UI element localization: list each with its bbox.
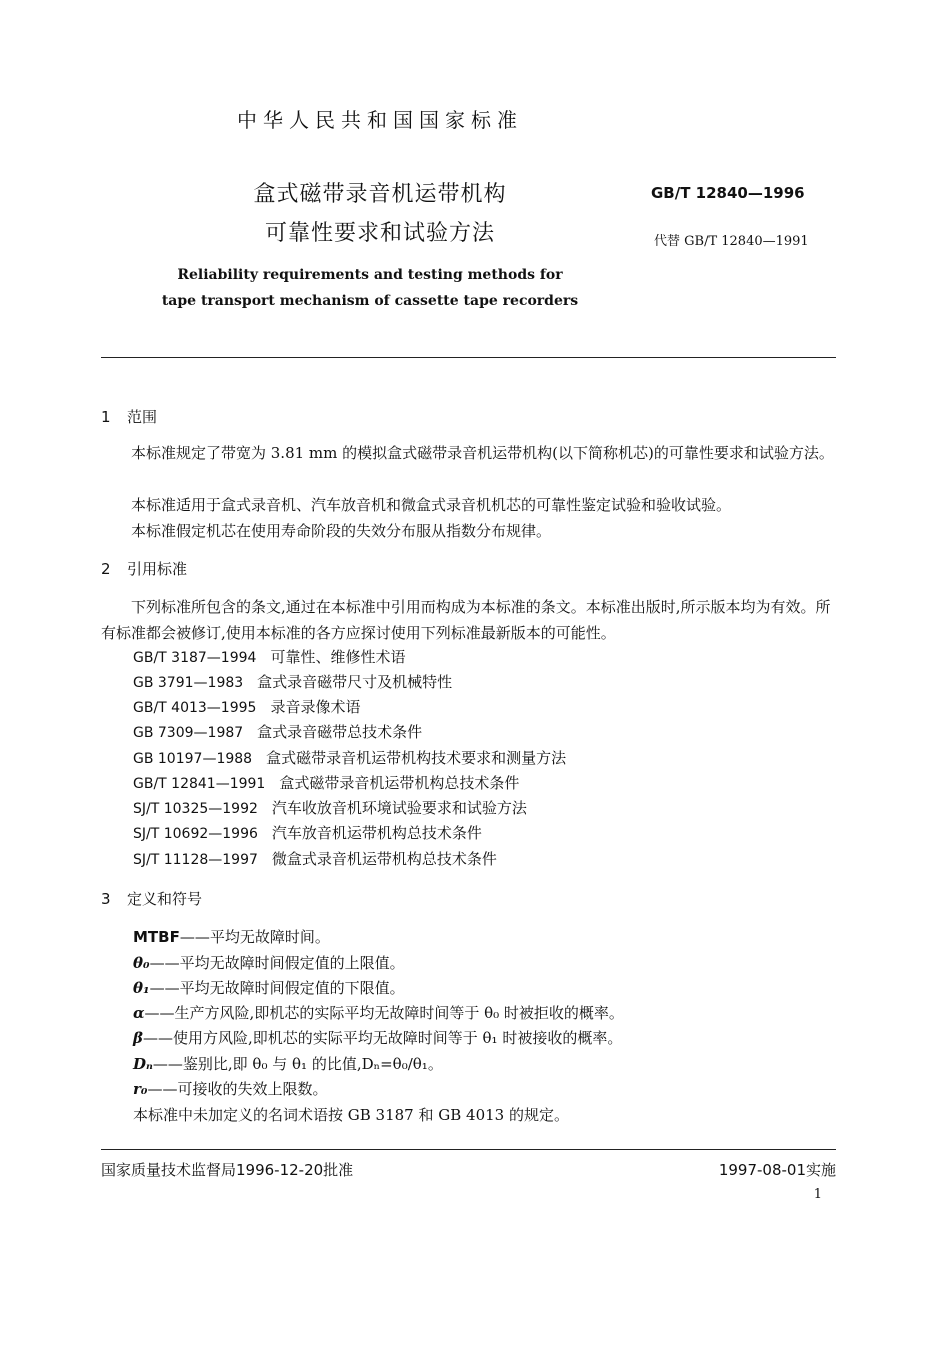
english-title-line-1: Reliability requirements and testing methods for — [177, 267, 563, 283]
document-title-line-2: 可靠性要求和试验方法 — [264, 221, 495, 246]
reference-item — [133, 671, 452, 692]
definition-item — [133, 952, 405, 973]
definition-item — [133, 977, 405, 998]
reference-item — [133, 696, 360, 717]
definition-symbol: β — [133, 1029, 143, 1047]
reference-name: 盒式磁带录音机运带机构总技术条件 — [279, 774, 520, 792]
definition-symbol: MTBF — [133, 928, 180, 946]
replaces-standard: 代替 GB/T 12840—1991 — [654, 234, 809, 249]
reference-code: SJ/T 10325—1992 — [133, 801, 258, 817]
definition-symbol: Dₙ — [133, 1055, 153, 1073]
reference-name: 盒式磁带录音机运带机构技术要求和测量方法 — [266, 749, 567, 767]
definition-symbol: α — [133, 1004, 145, 1022]
definition-text: ——平均无故障时间。 — [179, 928, 330, 946]
reference-item — [133, 747, 566, 768]
footer-divider — [101, 1149, 836, 1150]
definition-closing-note: 本标准中未加定义的名词术语按 GB 3187 和 GB 4013 的规定。 — [133, 1106, 569, 1124]
definition-item — [133, 1027, 622, 1048]
section-1-paragraph-3: 本标准假定机芯在使用寿命阶段的失效分布服从指数分布规律。 — [131, 522, 552, 540]
reference-item — [133, 772, 519, 793]
definition-symbol: r₀ — [133, 1080, 148, 1098]
reference-name: 汽车收放音机环境试验要求和试验方法 — [271, 799, 527, 817]
english-title-line-2: tape transport mechanism of cassette tape recorders — [161, 293, 579, 309]
definition-item — [133, 1053, 443, 1074]
definition-symbol: θ₁ — [133, 979, 150, 997]
section-2-intro: 下列标准所包含的条文,通过在本标准中引用而构成为本标准的条文。本标准出版时,所示版本均为有效。所有标准都会被修订,使用本标准的各方应探讨使用下列标准最新版本的可能性。 — [101, 598, 831, 642]
reference-code: SJ/T 11128—1997 — [133, 852, 258, 868]
page-number: 1 — [813, 1187, 822, 1202]
reference-item — [133, 721, 422, 742]
section-2-number: 2 — [101, 560, 111, 578]
definition-symbol: θ₀ — [133, 954, 150, 972]
effective-date: 1997-08-01实施 — [718, 1161, 836, 1179]
standard-number: GB/T 12840—1996 — [651, 184, 805, 202]
reference-name: 微盒式录音机运带机构总技术条件 — [271, 850, 497, 868]
definition-item — [133, 1078, 328, 1099]
definition-text: ——生产方风险,即机芯的实际平均无故障时间等于 θ₀ 时被拒收的概率。 — [144, 1004, 624, 1022]
definition-text: ——平均无故障时间假定值的下限值。 — [149, 979, 405, 997]
section-1-number: 1 — [101, 408, 111, 426]
reference-code: GB/T 4013—1995 — [133, 700, 257, 716]
definition-text: ——可接收的失效上限数。 — [147, 1080, 328, 1098]
section-1-title: 范围 — [127, 408, 158, 426]
reference-name: 可靠性、维修性术语 — [270, 648, 406, 666]
definition-text: ——使用方风险,即机芯的实际平均无故障时间等于 θ₁ 时被接收的概率。 — [142, 1029, 623, 1047]
reference-name: 汽车放音机运带机构总技术条件 — [271, 824, 482, 842]
section-1-heading — [101, 406, 157, 427]
header-divider — [101, 357, 836, 358]
section-1-paragraph-1: 本标准规定了带宽为 3.81 mm 的模拟盒式磁带录音机运带机构(以下简称机芯)的可靠性要求和试验方法。 — [131, 444, 834, 462]
reference-code: GB 3791—1983 — [133, 675, 244, 691]
reference-item — [133, 797, 527, 818]
document-title-line-1: 盒式磁带录音机运带机构 — [253, 182, 507, 207]
reference-item — [133, 646, 405, 667]
definition-text: ——平均无故障时间假定值的上限值。 — [149, 954, 405, 972]
section-1-paragraph-2: 本标准适用于盒式录音机、汽车放音机和微盒式录音机机芯的可靠性鉴定试验和验收试验。 — [131, 496, 732, 514]
reference-code: GB/T 12841—1991 — [133, 776, 266, 792]
definition-item — [133, 1002, 624, 1023]
section-2-heading — [101, 558, 187, 579]
national-standard-title: 中华人民共和国国家标准 — [237, 108, 523, 132]
reference-item — [133, 848, 497, 869]
definition-text: ——鉴别比,即 θ₀ 与 θ₁ 的比值,Dₙ=θ₀/θ₁。 — [152, 1055, 443, 1073]
reference-name: 盒式录音磁带总技术条件 — [257, 723, 423, 741]
section-3-heading — [101, 888, 202, 909]
reference-code: GB/T 3187—1994 — [133, 650, 257, 666]
definition-item — [133, 926, 330, 947]
reference-item — [133, 822, 482, 843]
section-3-title: 定义和符号 — [127, 890, 203, 908]
approval-notice: 国家质量技术监督局1996-12-20批准 — [101, 1161, 354, 1179]
reference-name: 盒式录音磁带尺寸及机械特性 — [257, 673, 453, 691]
section-3-number: 3 — [101, 890, 111, 908]
reference-code: SJ/T 10692—1996 — [133, 826, 258, 842]
reference-code: GB 7309—1987 — [133, 725, 244, 741]
reference-code: GB 10197—1988 — [133, 751, 253, 767]
reference-name: 录音录像术语 — [270, 698, 361, 716]
section-2-title: 引用标准 — [127, 560, 188, 578]
